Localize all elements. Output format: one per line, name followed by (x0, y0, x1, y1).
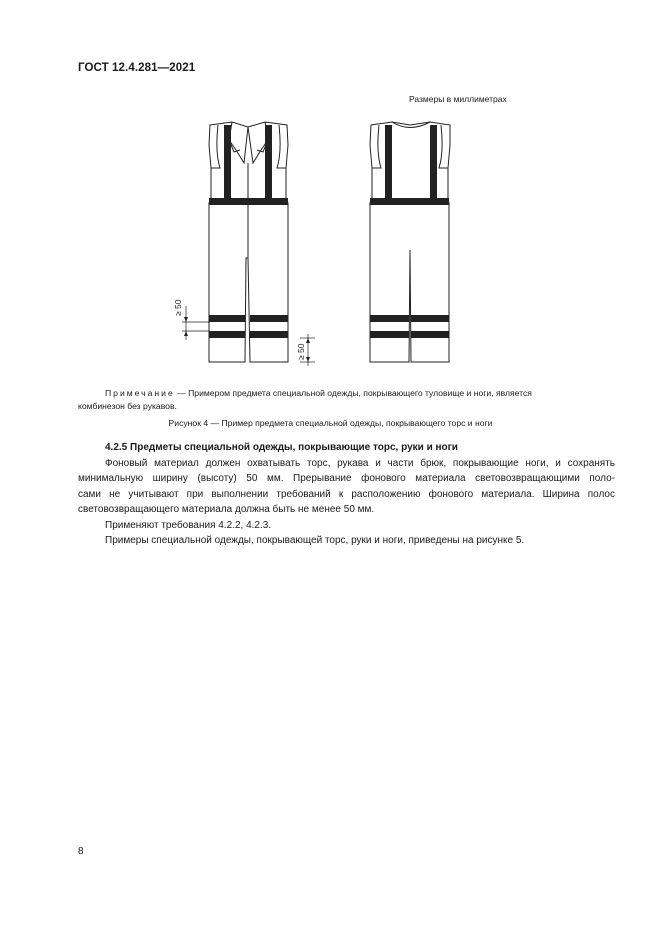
paragraph-line: минимальную ширину (высоту) 50 мм. Прерывание фонового материала световозвращающими поло- (78, 473, 615, 484)
paragraph: Применяют требования 4.2.2, 4.2.3. (105, 519, 272, 531)
coverall-front-view (209, 122, 288, 362)
figure-caption: Рисунок 4 — Пример предмета специальной одежды, покрывающего торс и ноги (168, 418, 493, 428)
units-label: Размеры в миллиметрах (409, 94, 507, 104)
paragraph-line: сами не учитывают при выполнении требований к расположению фонового материала. Ширина полос (78, 488, 615, 500)
section-4-2-5 (78, 440, 615, 549)
coverall-back-view (370, 122, 450, 362)
dimension-label-bottom: ≥ 50 (296, 343, 306, 360)
section-heading: 4.2.5 Предметы специальной одежды, покрывающие торс, руки и ноги (105, 442, 458, 453)
figure-note (78, 387, 615, 413)
dimension-label-top: ≥ 50 (173, 299, 183, 316)
paragraph-line: световозвращающего материала должна быть не менее 50 мм. (78, 504, 375, 515)
note-text: — Примером предмета специальной одежды, покрывающего туловище и ноги, является (174, 388, 532, 398)
note-continuation: комбинезон без рукавов. (78, 401, 177, 411)
note-label: Примечание (105, 388, 175, 398)
document-header: ГОСТ 12.4.281—2021 (78, 62, 196, 74)
coverall-figure (170, 110, 470, 372)
page-number: 8 (78, 846, 84, 857)
paragraph: Примеры специальной одежды, покрывающей торс, руки и ноги, приведены на рисунке 5. (105, 535, 525, 546)
paragraph-line: Фоновый материал должен охватывать торс, рукава и части брюк, покрывающие ноги, и сохранять (105, 457, 615, 469)
